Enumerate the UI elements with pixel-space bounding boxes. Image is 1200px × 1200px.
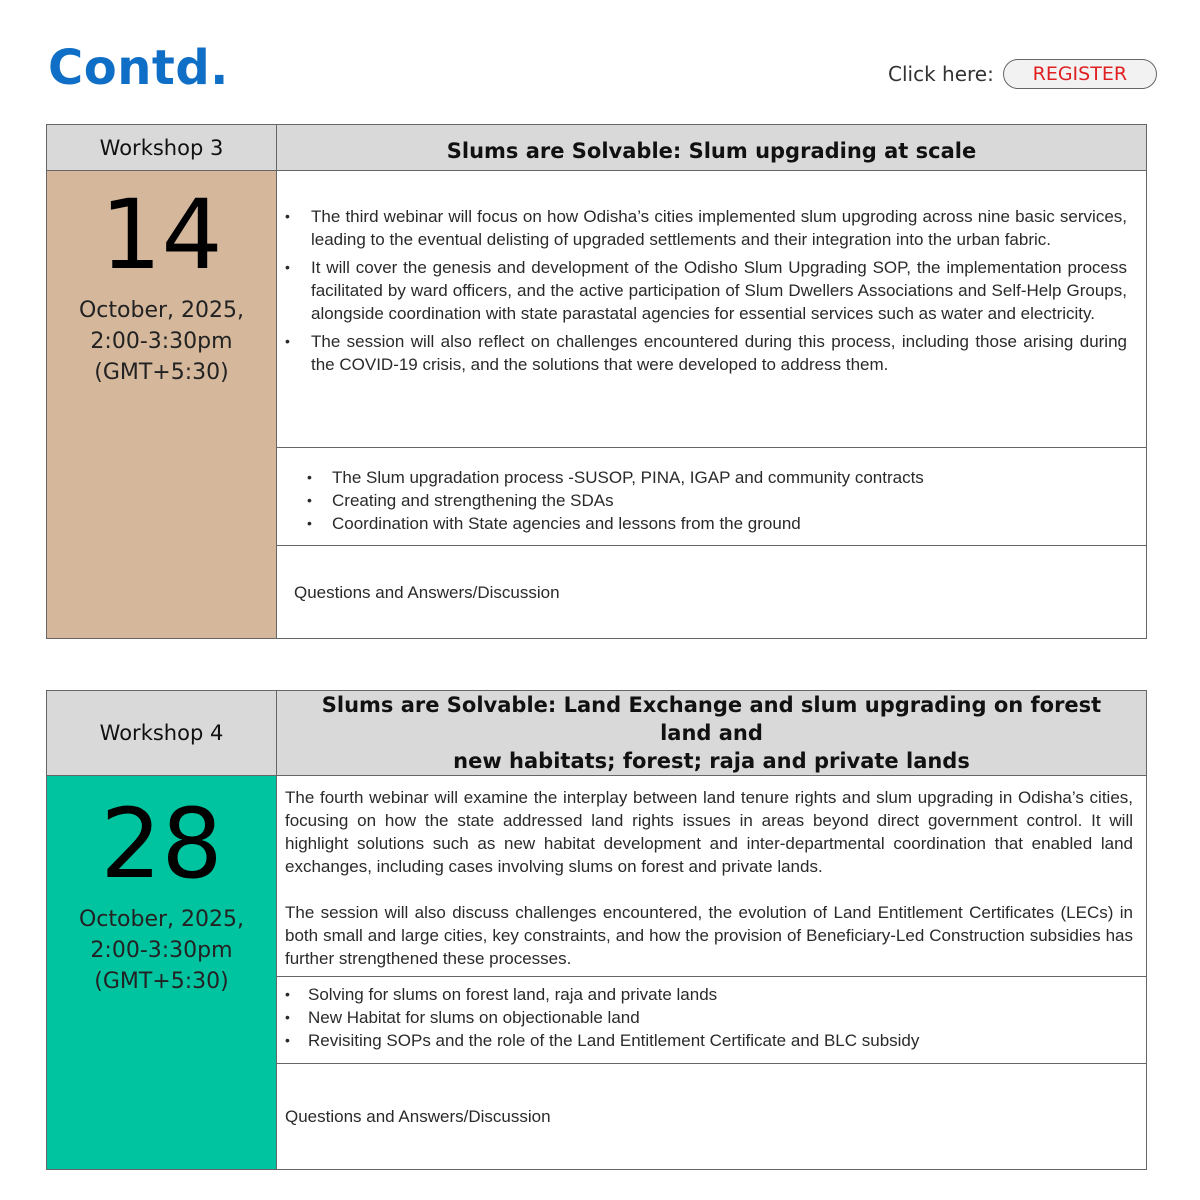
- workshop-3-description: [277, 171, 1147, 448]
- list-item: • It will cover the genesis and development of the Odisho Slum Upgrading SOP, the implementation process facilitated by ward officers, and the active participation of Slum Dwellers Associations and Self-Help Groups, alongside coordination with state parastatal agencies for essential services such as water and electricity.: [285, 258, 1127, 323]
- list-item: • Revisiting SOPs and the role of the Land Entitlement Certificate and BLC subsidy: [285, 1031, 920, 1050]
- list-item: • The third webinar will focus on how Odisha’s cities implemented slum upgroding across nine basic services, leading to the eventual delisting of upgraded settlements and their integration into the urban fabric.: [285, 207, 1127, 249]
- list-item: • The session will also reflect on challenges encountered during this process, including those arising during the COVID-19 crisis, and the solutions that were developed to address them.: [285, 332, 1127, 374]
- workshop-3-label: Workshop 3: [47, 125, 277, 171]
- register-button[interactable]: REGISTER: [1003, 59, 1157, 89]
- register-prompt: Click here:: [888, 62, 994, 86]
- workshop-4-date: [47, 776, 277, 1170]
- workshop-3-qa: [277, 546, 1147, 639]
- workshop-3-description-list: [285, 205, 1127, 376]
- workshop-4-table: [46, 690, 1147, 1170]
- workshop-3-month: October, 2025,: [78, 298, 244, 323]
- register-area: [888, 57, 1157, 91]
- workshop-3-topics: [277, 448, 1147, 546]
- workshop-4-description: [277, 776, 1147, 977]
- workshop-3-timezone: (GMT+5:30): [94, 360, 229, 385]
- list-item: • Solving for slums on forest land, raja and private lands: [285, 985, 718, 1004]
- workshop-3-title: Slums are Solvable: Slum upgrading at scale: [277, 125, 1147, 171]
- workshop-4-title-line1: Slums are Solvable: Land Exchange and slum upgrading on forest land and: [321, 693, 1102, 745]
- workshop-4-timezone: (GMT+5:30): [94, 969, 229, 994]
- page-title: Contd.: [48, 40, 229, 96]
- workshop-4-topics: [277, 977, 1147, 1064]
- workshop-4-label: Workshop 4: [47, 691, 277, 776]
- workshop-4-topic-list: [285, 983, 1136, 1052]
- workshop-4-qa-text: Questions and Answers/Discussion: [285, 1107, 551, 1126]
- workshop-3-topic-list: [307, 466, 1136, 535]
- list-item: • New Habitat for slums on objectionable land: [285, 1008, 640, 1027]
- workshop-4-title: [277, 691, 1147, 776]
- workshop-4-paragraph-2: The session will also discuss challenges encountered, the evolution of Land Entitlement Certificates (LECs) in both small and large cities, key constraints, and how the provision of Beneficiary-Led Construction subsidies has further strengthened these processes.: [285, 903, 1133, 968]
- workshop-3-day: 14: [100, 179, 223, 291]
- list-item: • Creating and strengthening the SDAs: [307, 491, 614, 510]
- workshop-4-qa: [277, 1064, 1147, 1170]
- list-item: • The Slum upgradation process -SUSOP, PINA, IGAP and community contracts: [307, 468, 924, 487]
- workshop-4-title-line2: new habitats; forest; raja and private lands: [453, 749, 970, 773]
- workshop-3-date: [47, 171, 277, 639]
- workshop-3-table: [46, 124, 1147, 639]
- workshop-4-month: October, 2025,: [78, 907, 244, 932]
- workshop-4-paragraph-1: The fourth webinar will examine the interplay between land tenure rights and slum upgrading in Odisha’s cities, focusing on how the state addressed land rights issues in areas beyond direct government control. It will highlight solutions such as new habitat development and inter-departmental coordination that enabled land exchanges, including cases involving slums on forest and private lands.: [285, 788, 1133, 876]
- workshop-3-qa-text: Questions and Answers/Discussion: [294, 582, 560, 602]
- workshop-4-time: 2:00-3:30pm: [90, 938, 233, 963]
- list-item: • Coordination with State agencies and lessons from the ground: [307, 514, 801, 533]
- workshop-4-day: 28: [100, 788, 223, 900]
- workshop-3-time: 2:00-3:30pm: [90, 329, 233, 354]
